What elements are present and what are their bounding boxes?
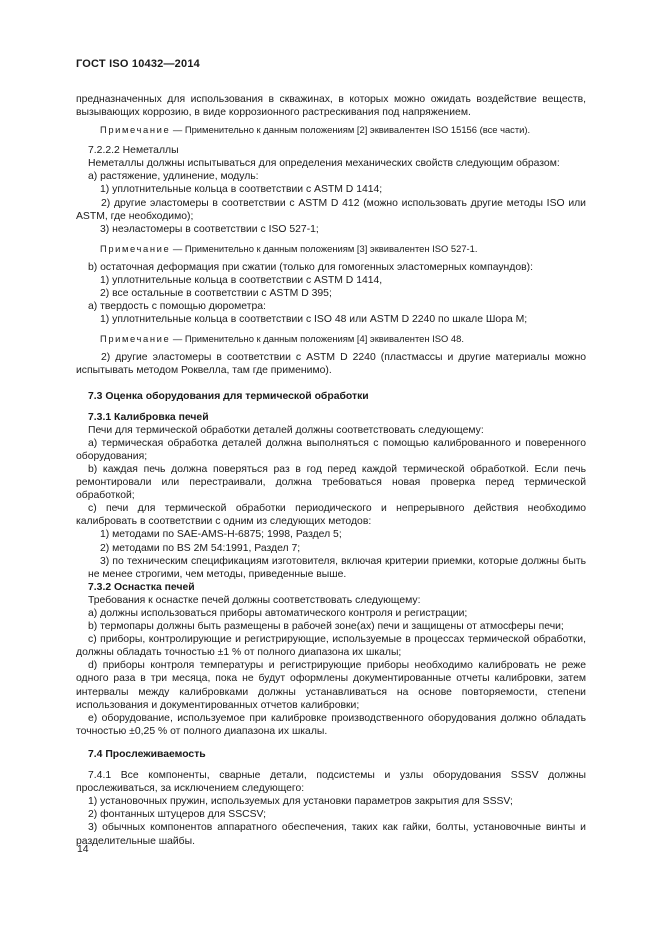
list-item: 2) другие эластомеры в соответствии с ASTM D 2240 (пластмассы и другие материалы можно испытывать методом Роквелла, там где применимо). xyxy=(76,352,586,377)
list-item: b) термопары должны быть размещены в рабочей зоне(ах) печи и защищены от атмосферы печи; xyxy=(88,621,564,633)
note-label: Примечание xyxy=(100,333,171,345)
list-item: d) приборы контроля температуры и регистрирующие приборы необходимо калибровать не реже одного раза в три месяца, пока не будут оформлены документированные отчеты калибровки, затем интервалы между калибровками должны устанавливаться на основе повторяемости, степени использования и документированных отчетов калибровки; xyxy=(76,660,586,711)
list-item: 1) уплотнительные кольца в соответствии с ASTM D 1414; xyxy=(100,184,383,196)
list-item: 1) методами по SAE-AMS-H-6875; 1998, Раздел 5; xyxy=(100,529,342,541)
note-text: — Применительно к данным положениям [2] эквивалентен ISO 15156 (все части). xyxy=(172,124,531,136)
section-7-4-heading: 7.4 Прослеживаемость xyxy=(88,748,206,760)
list-item: b) остаточная деформация при сжатии (только для гомогенных эластомерных компаундов): xyxy=(88,261,533,273)
section-7-3-1-heading: 7.3.1 Калибровка печей xyxy=(88,411,209,423)
list-item: с) печи для термической обработки периодического и непрерывного действия необходимо калибровать в соответствии с одним из следующих методов: xyxy=(76,503,586,528)
section-7-3-2-heading: 7.3.2 Оснастка печей xyxy=(88,581,195,593)
list-item: е) оборудование, используемое при калибровке производственного оборудования должно обладать точностью ±0,25 % от полного диапазона их шкалы. xyxy=(76,712,586,737)
list-item: с) приборы, контролирующие и регистрирующие, используемые в процессах термической обработки, должны обладать точностью ±1 % от полного диапазона их шкалы; xyxy=(76,634,586,659)
list-item: 3) неэластомеры в соответствии с ISO 527-1; xyxy=(100,223,319,235)
list-item: а) твердость с помощью дюрометра: xyxy=(88,301,266,313)
list-item: 2) все остальные в соответствии с ASTM D 395; xyxy=(100,288,332,300)
list-item: b) каждая печь должна поверяться раз в год перед каждой термической обработкой. Если печь ремонтировали или перестраивали, должна требоваться новая проверка перед термической обработкой; xyxy=(76,463,586,502)
list-item: 2) фонтанных штуцеров для SSCSV; xyxy=(88,809,266,821)
list-item: 3) по техническим спецификациям изготовителя, включая критерии приемки, которые должны быть не менее строгими, чем методы, приведенные выше. xyxy=(88,555,586,580)
page-content xyxy=(76,93,586,848)
list-item: 2) другие эластомеры в соответствии с ASTM D 412 (можно использовать другие методы ISO или ASTM, где необходимо); xyxy=(76,197,586,222)
list-item: а) должны использоваться приборы автоматического контроля и регистрации; xyxy=(88,608,468,619)
paragraph: 7.4.1 Все компоненты, сварные детали, подсистемы и узлы оборудования SSSV должны прослеживаться, за исключением следующего: xyxy=(76,770,586,795)
list-item: 3) обычных компонентов аппаратного обеспечения, таких как гайки, болты, установочные винты и разделительные шайбы. xyxy=(76,822,586,847)
note-text: — Применительно к данным положениям [3] эквивалентен ISO 527-1. xyxy=(172,242,478,254)
section-7-3-heading: 7.3 Оценка оборудования для термической обработки xyxy=(88,390,369,402)
page-number: 14 xyxy=(77,844,89,855)
note-iso-527 xyxy=(88,242,586,255)
note-label: Примечание xyxy=(100,124,171,136)
paragraph: Неметаллы должны испытываться для определения механических свойств следующим образом: xyxy=(88,158,560,170)
list-item: 1) уплотнительные кольца в соответствии с ISO 48 или ASTM D 2240 по шкале Шора М; xyxy=(100,314,528,326)
note-label: Примечание xyxy=(100,242,171,254)
list-item: 1) уплотнительные кольца в соответствии с ASTM D 1414, xyxy=(100,274,383,286)
section-7-2-2-2-heading: 7.2.2.2 Неметаллы xyxy=(88,145,179,157)
list-item: 1) установочных пружин, используемых для установки параметров закрытия для SSSV; xyxy=(88,796,513,808)
list-item: а) растяжение, удлинение, модуль: xyxy=(88,171,259,183)
intro-paragraph: предназначенных для использования в скважинах, в которых можно ожидать воздействие веществ, вызывающих коррозию, в виде коррозионного растрескивания под напряжением. xyxy=(76,94,586,119)
paragraph: Печи для термической обработки деталей должны соответствовать следующему: xyxy=(88,424,484,436)
paragraph: Требования к оснастке печей должны соответствовать следующему: xyxy=(88,594,421,606)
list-item: 2) методами по BS 2M 54:1991, Раздел 7; xyxy=(100,542,301,554)
note-iso-15156 xyxy=(88,123,586,136)
note-text: — Применительно к данным положениям [4] эквивалентен ISO 48. xyxy=(172,333,464,345)
note-iso-48 xyxy=(88,332,586,345)
list-item: а) термическая обработка деталей должна выполняться с помощью калиброванного и поверенного оборудования; xyxy=(76,437,586,462)
document-header: ГОСТ ISO 10432—2014 xyxy=(76,58,200,70)
